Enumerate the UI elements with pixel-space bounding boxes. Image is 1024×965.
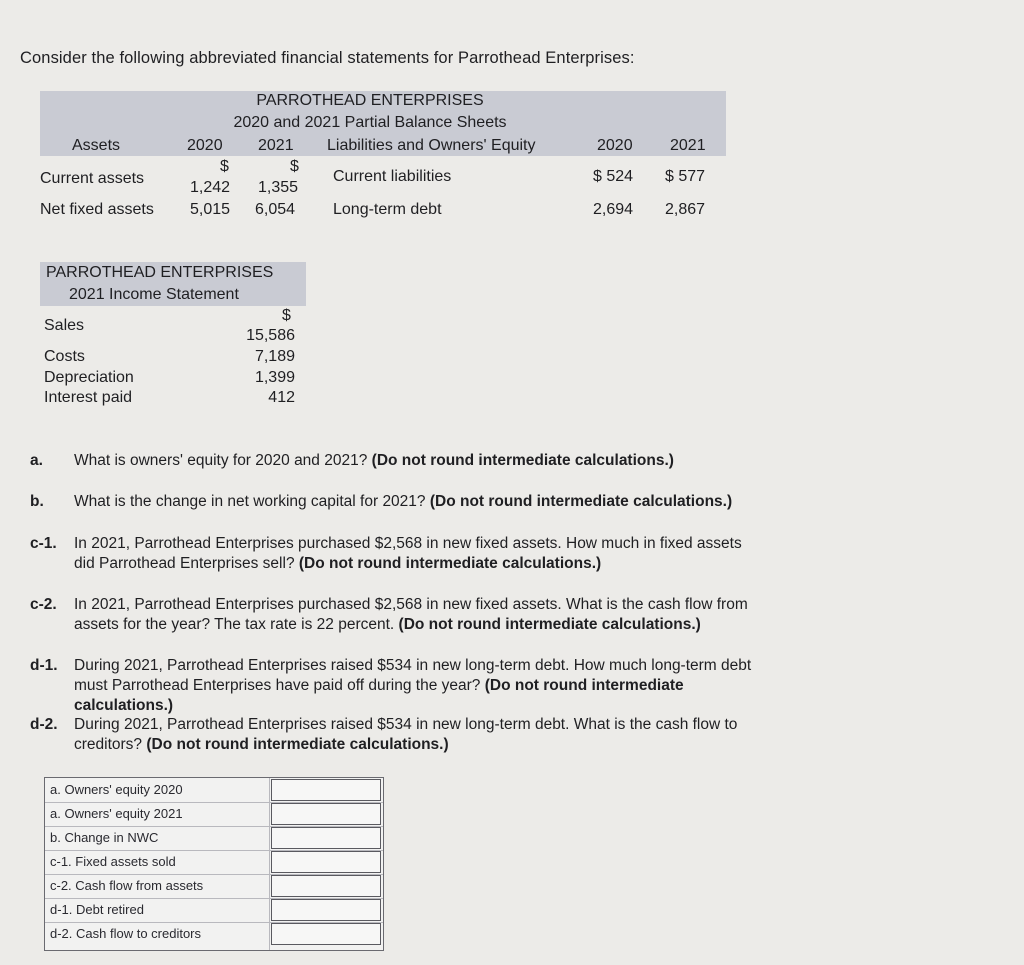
interest-paid-label: Interest paid [44, 389, 133, 406]
income-statement-title: PARROTHEAD ENTERPRISES [46, 264, 274, 281]
dollar-sign-2021: $ [290, 158, 299, 175]
answer-row-fixed-assets-sold [45, 850, 383, 875]
liabilities-header: Liabilities and Owners' Equity [327, 137, 536, 154]
answer-row-equity-2021 [45, 802, 383, 827]
answer-label: a. Owners' equity 2021 [50, 806, 183, 821]
long-term-debt-2020: 2,694 [593, 201, 634, 218]
current-assets-label: Current assets [40, 170, 145, 187]
question-text: During 2021, Parrothead Enterprises raised $534 in new long-term debt. What is the cash flow to creditors? [74, 716, 738, 753]
long-term-debt-label: Long-term debt [333, 201, 442, 218]
dollar-sign-2020: $ [220, 158, 229, 175]
sales-value: 15,586 [246, 327, 295, 344]
balance-sheet-subtitle: 2020 and 2021 Partial Balance Sheets [233, 114, 507, 131]
balance-sheet-title: PARROTHEAD ENTERPRISES [256, 92, 484, 109]
liab-year-2020: 2020 [597, 137, 633, 154]
question-note: (Do not round intermediate calculations.) [74, 677, 684, 714]
assets-header: Assets [72, 137, 121, 154]
answer-label: a. Owners' equity 2020 [50, 782, 183, 797]
assets-year-2020: 2020 [187, 137, 223, 154]
answer-row-equity-2020 [45, 778, 383, 803]
question-text: What is the change in net working capital for 2021? [74, 493, 426, 510]
assets-year-2021: 2021 [258, 137, 294, 154]
question-label: d-1. [30, 657, 58, 674]
answer-input-cash-flow-creditors[interactable] [271, 923, 381, 945]
answer-table [44, 777, 384, 951]
question-text: In 2021, Parrothead Enterprises purchased $2,568 in new fixed assets. What is the cash flow from assets for the year? The tax rate is 22 percent. [74, 596, 748, 633]
answer-label: d-2. Cash flow to creditors [50, 926, 202, 941]
current-assets-2021: 1,355 [258, 179, 299, 196]
question-d2 [30, 715, 750, 755]
answer-input-cash-flow-assets[interactable] [271, 875, 381, 897]
income-statement-subtitle: 2021 Income Statement [69, 286, 239, 303]
interest-paid-value: 412 [268, 389, 295, 406]
question-d1 [30, 656, 760, 716]
answer-label: c-1. Fixed assets sold [50, 854, 176, 869]
question-note: (Do not round intermediate calculations.) [371, 452, 674, 469]
answer-label: d-1. Debt retired [50, 902, 144, 917]
question-note: (Do not round intermediate calculations.) [146, 736, 449, 753]
current-liabilities-label: Current liabilities [333, 168, 452, 185]
answer-row-debt-retired [45, 898, 383, 923]
answer-input-change-nwc[interactable] [271, 827, 381, 849]
income-dollar-sign: $ [282, 307, 291, 324]
answer-input-debt-retired[interactable] [271, 899, 381, 921]
costs-label: Costs [44, 348, 85, 365]
current-liabilities-2021: $ 577 [665, 168, 706, 185]
question-text: In 2021, Parrothead Enterprises purchased $2,568 in new fixed assets. How much in fixed assets did Parrothead Enterprises sell? [74, 535, 742, 572]
question-label: b. [30, 493, 44, 510]
question-text: During 2021, Parrothead Enterprises raised $534 in new long-term debt. How much long-term debt must Parrothead Enterprises have paid off during the year? [74, 657, 752, 694]
question-label: c-2. [30, 596, 57, 613]
question-b [30, 492, 750, 512]
question-text: What is owners' equity for 2020 and 2021? [74, 452, 368, 469]
answer-label: c-2. Cash flow from assets [50, 878, 204, 893]
question-label: d-2. [30, 716, 58, 733]
answer-input-fixed-assets-sold[interactable] [271, 851, 381, 873]
question-a [30, 451, 750, 471]
liab-year-2021: 2021 [670, 137, 706, 154]
net-fixed-assets-label: Net fixed assets [40, 201, 154, 218]
net-fixed-assets-2021: 6,054 [255, 201, 296, 218]
current-liabilities-2020: $ 524 [593, 168, 634, 185]
answer-label: b. Change in NWC [50, 830, 159, 845]
depreciation-value: 1,399 [254, 369, 295, 386]
question-c2 [30, 595, 750, 635]
question-c1 [30, 534, 750, 574]
question-note: (Do not round intermediate calculations.) [298, 555, 602, 572]
question-note: (Do not round intermediate calculations.) [398, 616, 701, 633]
answer-input-equity-2020[interactable] [271, 779, 381, 801]
answer-row-change-nwc [45, 826, 383, 851]
answer-input-equity-2021[interactable] [271, 803, 381, 825]
answer-row-cash-flow-creditors [45, 922, 383, 946]
current-assets-2020: 1,242 [190, 179, 231, 196]
costs-value: 7,189 [254, 348, 295, 365]
net-fixed-assets-2020: 5,015 [190, 201, 231, 218]
question-label: c-1. [30, 535, 57, 552]
question-label: a. [30, 452, 43, 469]
answer-row-cash-flow-assets [45, 874, 383, 899]
intro-text: Consider the following abbreviated financial statements for Parrothead Enterprises: [20, 49, 635, 67]
long-term-debt-2021: 2,867 [665, 201, 706, 218]
question-note: (Do not round intermediate calculations.) [429, 493, 733, 510]
sales-label: Sales [44, 317, 85, 334]
depreciation-label: Depreciation [44, 369, 134, 386]
